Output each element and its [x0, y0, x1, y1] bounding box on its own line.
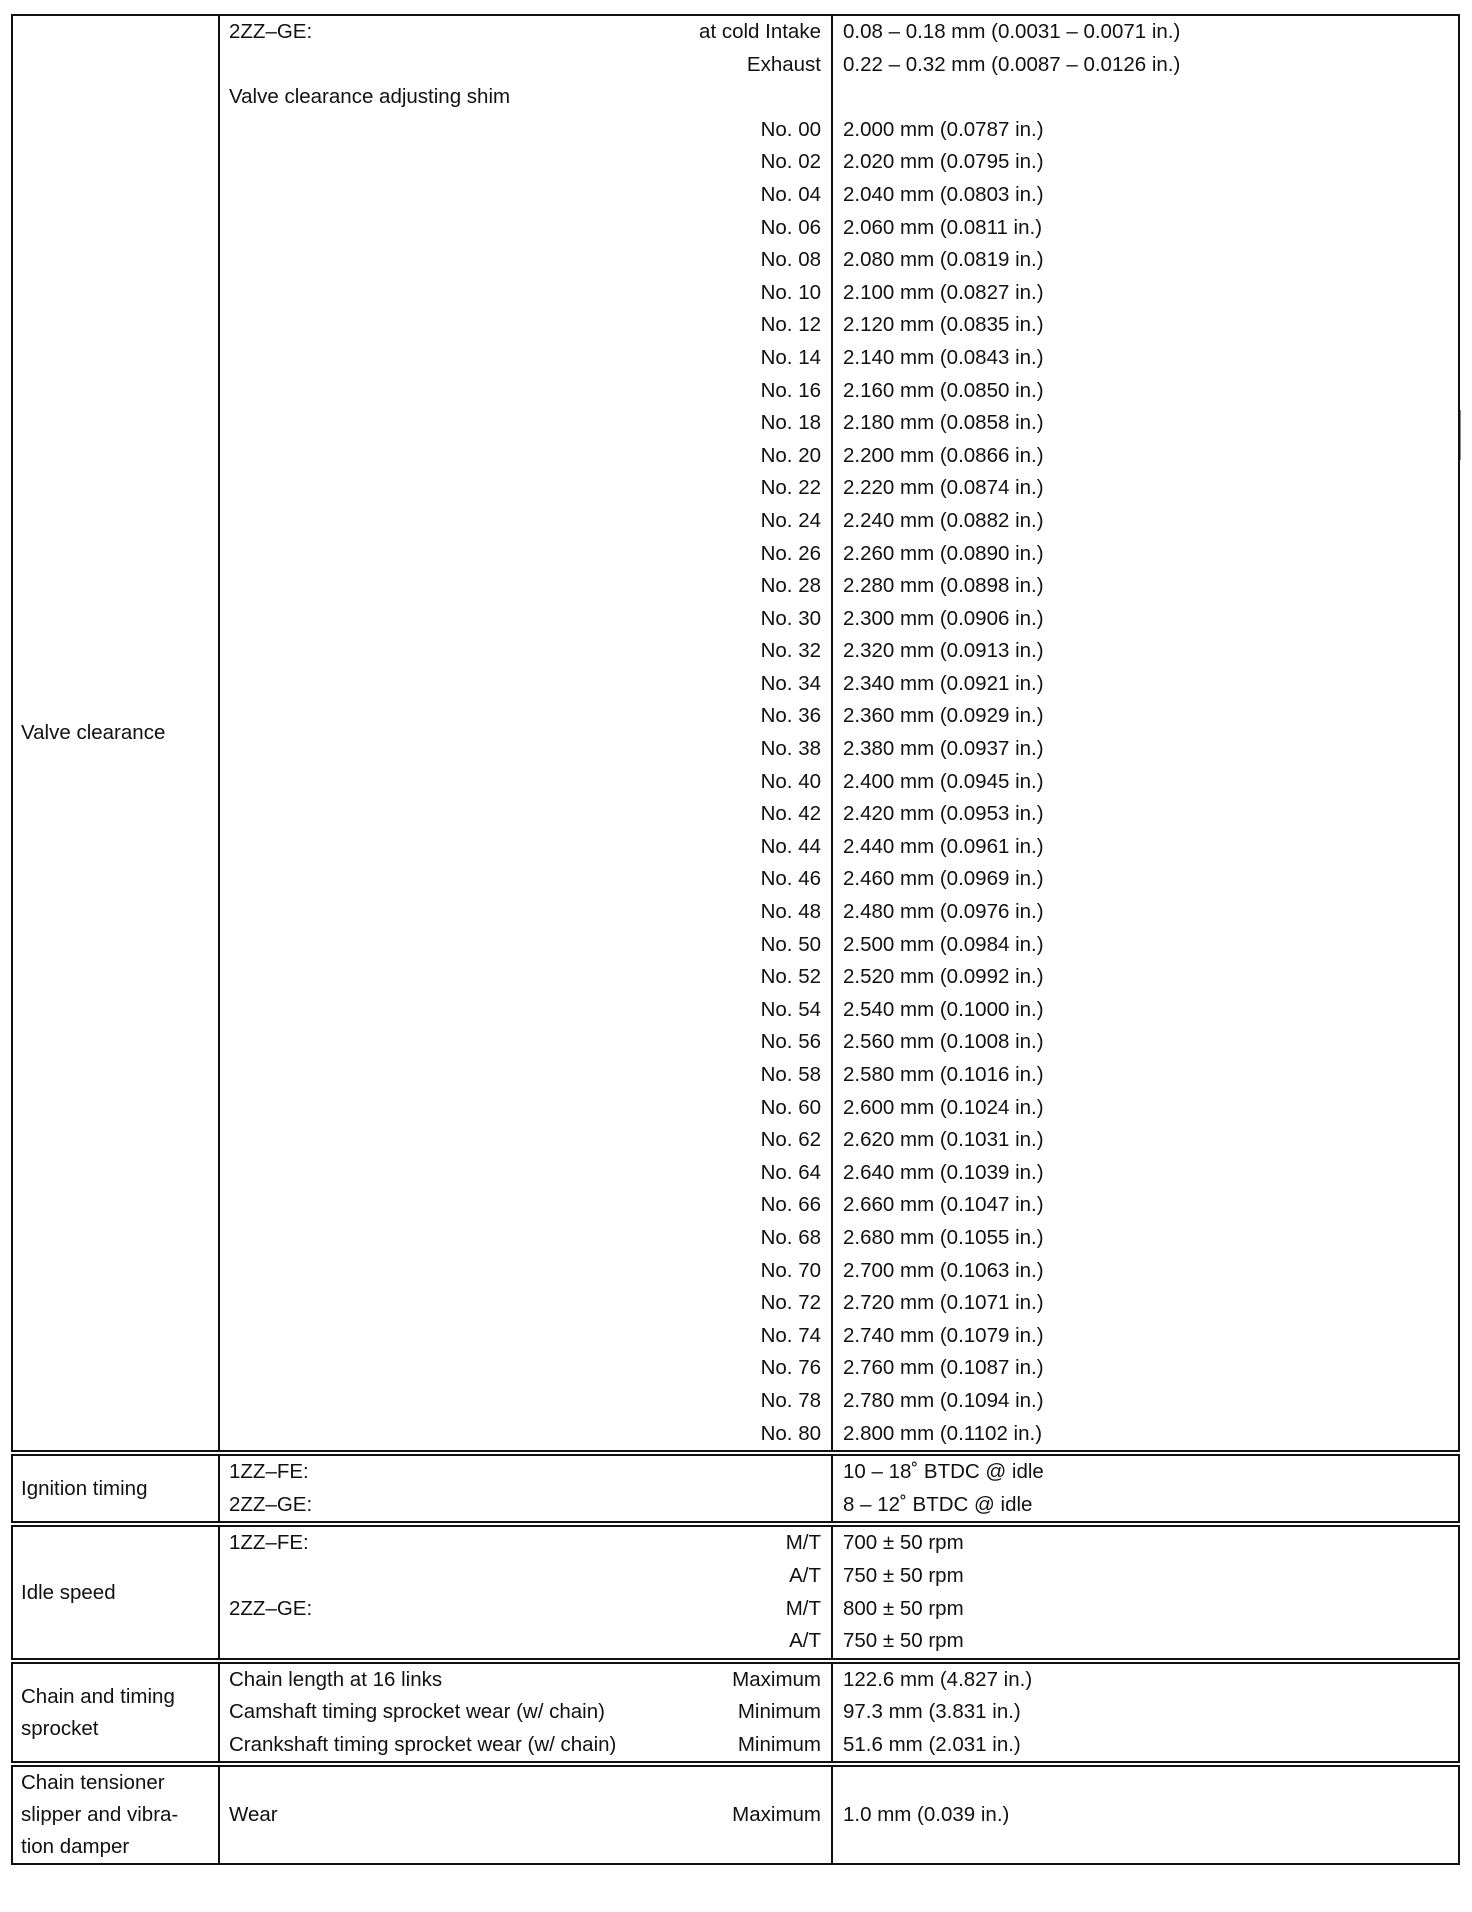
shim-row	[220, 407, 831, 440]
shim-value: 2.220 mm (0.0874 in.)	[843, 476, 1044, 500]
shim-value: 2.400 mm (0.0945 in.)	[843, 769, 1044, 793]
shim-number: No. 52	[760, 965, 821, 989]
shim-number: No. 28	[760, 574, 821, 598]
valve-clearance-section	[12, 15, 1459, 1453]
margin-mark	[1460, 410, 1461, 460]
ignition-engine: 2ZZ–GE:	[229, 1492, 313, 1516]
chain-sprocket-title-line1: Chain and timing	[21, 1684, 175, 1708]
chain-item: Crankshaft timing sprocket wear (w/ chain)	[229, 1732, 617, 1756]
shim-value: 2.200 mm (0.0866 in.)	[843, 443, 1044, 467]
shim-row	[220, 603, 831, 636]
chain-sprocket-title-line2: sprocket	[21, 1716, 99, 1740]
shim-heading-spacer	[833, 81, 1458, 114]
shim-value: 2.660 mm (0.1047 in.)	[843, 1193, 1044, 1217]
ignition-timing-label-cell	[12, 1453, 219, 1524]
shim-row	[220, 961, 831, 994]
shim-heading-row	[220, 81, 831, 114]
shim-number: No. 06	[760, 215, 821, 239]
shim-number-list	[220, 114, 831, 1450]
intake-value: 0.08 – 0.18 mm (0.0031 – 0.0071 in.)	[843, 20, 1181, 43]
shim-number: No. 70	[760, 1258, 821, 1282]
shim-row	[220, 1352, 831, 1385]
shim-row	[220, 1418, 831, 1451]
chain-row	[220, 1696, 831, 1729]
chain-value: 122.6 mm (4.827 in.)	[843, 1667, 1033, 1691]
shim-number: No. 50	[760, 932, 821, 956]
shim-row	[220, 505, 831, 538]
idle-engine: 2ZZ–GE:	[229, 1596, 313, 1620]
shim-row	[220, 114, 831, 147]
exhaust-row-label	[220, 49, 831, 82]
shim-row	[220, 146, 831, 179]
idle-value: 750 ± 50 rpm	[843, 1629, 964, 1653]
shim-number: No. 54	[760, 997, 821, 1021]
shim-row	[220, 766, 831, 799]
shim-value: 2.020 mm (0.0795 in.)	[843, 150, 1044, 174]
shim-row	[220, 1320, 831, 1353]
idle-trans: M/T	[785, 1531, 821, 1555]
tensioner-title-line2: slipper and vibra-	[21, 1803, 179, 1827]
shim-row	[220, 1026, 831, 1059]
tensioner-title-line1: Chain tensioner	[21, 1771, 165, 1795]
shim-number: No. 80	[760, 1421, 821, 1445]
shim-number: No. 78	[760, 1388, 821, 1412]
shim-number: No. 14	[760, 345, 821, 369]
chain-row	[220, 1664, 831, 1697]
idle-trans: M/T	[785, 1596, 821, 1620]
ignition-value: 10 – 18˚ BTDC @ idle	[843, 1460, 1044, 1484]
shim-row	[220, 1124, 831, 1157]
shim-row	[220, 277, 831, 310]
shim-row	[220, 1092, 831, 1125]
shim-row	[220, 179, 831, 212]
shim-number: No. 18	[760, 411, 821, 435]
shim-row	[220, 896, 831, 929]
exhaust-label: Exhaust	[746, 52, 821, 76]
shim-number: No. 38	[760, 737, 821, 761]
shim-value: 2.160 mm (0.0850 in.)	[843, 378, 1044, 402]
shim-number: No. 44	[760, 834, 821, 858]
shim-value: 2.040 mm (0.0803 in.)	[843, 182, 1044, 206]
shim-row	[220, 863, 831, 896]
shim-row	[220, 375, 831, 408]
shim-row	[220, 1222, 831, 1255]
shim-value: 2.320 mm (0.0913 in.)	[843, 639, 1044, 663]
shim-number: No. 60	[760, 1095, 821, 1119]
valve-clearance-items	[219, 15, 832, 1453]
chain-item: Camshaft timing sprocket wear (w/ chain)	[229, 1700, 605, 1724]
shim-value: 2.520 mm (0.0992 in.)	[843, 965, 1044, 989]
shim-value: 2.640 mm (0.1039 in.)	[843, 1160, 1044, 1184]
chain-value: 51.6 mm (2.031 in.)	[843, 1732, 1021, 1756]
shim-row	[220, 309, 831, 342]
shim-row	[220, 570, 831, 603]
shim-value: 2.740 mm (0.1079 in.)	[843, 1323, 1044, 1347]
shim-row	[220, 342, 831, 375]
shim-row	[220, 1059, 831, 1092]
shim-number: No. 40	[760, 769, 821, 793]
shim-value: 2.600 mm (0.1024 in.)	[843, 1095, 1044, 1119]
shim-value: 2.800 mm (0.1102 in.)	[843, 1421, 1043, 1445]
chain-sprocket-values	[832, 1661, 1459, 1765]
shim-row	[220, 668, 831, 701]
shim-number: No. 02	[760, 150, 821, 174]
shim-value: 2.260 mm (0.0890 in.)	[843, 541, 1044, 565]
shim-value: 2.100 mm (0.0827 in.)	[843, 280, 1044, 304]
chain-item: Chain length at 16 links	[229, 1667, 443, 1691]
shim-value: 2.300 mm (0.0906 in.)	[843, 606, 1044, 630]
shim-number: No. 12	[760, 313, 821, 337]
idle-speed-title: Idle speed	[21, 1580, 116, 1604]
shim-number: No. 22	[760, 476, 821, 500]
shim-value: 2.280 mm (0.0898 in.)	[843, 574, 1044, 598]
shim-value: 2.620 mm (0.1031 in.)	[843, 1128, 1044, 1152]
idle-speed-label-cell	[12, 1524, 219, 1660]
shim-row	[220, 831, 831, 864]
shim-number: No. 66	[760, 1193, 821, 1217]
shim-value: 2.680 mm (0.1055 in.)	[843, 1225, 1044, 1249]
idle-speed-items	[219, 1524, 832, 1660]
shim-value: 2.760 mm (0.1087 in.)	[843, 1356, 1044, 1380]
intake-row-label	[220, 16, 831, 49]
ignition-timing-items	[219, 1453, 832, 1524]
shim-heading: Valve clearance adjusting shim	[229, 85, 511, 109]
shim-number: No. 08	[760, 248, 821, 272]
valve-clearance-title: Valve clearance	[21, 721, 166, 745]
shim-number: No. 42	[760, 802, 821, 826]
shim-value: 2.140 mm (0.0843 in.)	[843, 345, 1044, 369]
shim-number: No. 10	[760, 280, 821, 304]
shim-value: 2.780 mm (0.1094 in.)	[843, 1388, 1044, 1412]
shim-number: No. 32	[760, 639, 821, 663]
tensioner-title-line3: tion damper	[21, 1835, 130, 1859]
idle-speed-values	[832, 1524, 1459, 1660]
shim-row	[220, 1189, 831, 1222]
shim-row	[220, 1157, 831, 1190]
chain-sprocket-section	[12, 1661, 1459, 1765]
shim-row	[220, 538, 831, 571]
intake-label: at cold Intake	[699, 20, 821, 43]
ignition-value: 8 – 12˚ BTDC @ idle	[843, 1492, 1033, 1516]
tensioner-value: 1.0 mm (0.039 in.)	[843, 1803, 1010, 1827]
shim-value: 2.000 mm (0.0787 in.)	[843, 117, 1044, 141]
shim-number: No. 04	[760, 182, 821, 206]
idle-value: 700 ± 50 rpm	[843, 1531, 964, 1555]
ignition-row	[220, 1456, 831, 1489]
shim-row	[220, 733, 831, 766]
tensioner-section	[12, 1764, 1459, 1864]
shim-number: No. 00	[760, 117, 821, 141]
chain-sprocket-label-cell	[12, 1661, 219, 1765]
engine-label: 2ZZ–GE:	[229, 20, 313, 43]
shim-value: 2.380 mm (0.0937 in.)	[843, 737, 1044, 761]
shim-value: 2.720 mm (0.1071 in.)	[843, 1291, 1044, 1315]
idle-row	[220, 1527, 831, 1560]
shim-row	[220, 700, 831, 733]
shim-value: 2.500 mm (0.0984 in.)	[843, 932, 1044, 956]
shim-number: No. 74	[760, 1323, 821, 1347]
tensioner-limit: Maximum	[732, 1803, 821, 1827]
shim-value-list	[833, 114, 1458, 1450]
shim-row	[220, 929, 831, 962]
shim-number: No. 30	[760, 606, 821, 630]
chain-value: 97.3 mm (3.831 in.)	[843, 1700, 1021, 1724]
shim-row	[220, 798, 831, 831]
tensioner-values	[832, 1764, 1459, 1864]
tensioner-label-cell	[12, 1764, 219, 1864]
idle-trans: A/T	[789, 1563, 821, 1587]
shim-value: 2.360 mm (0.0929 in.)	[843, 704, 1044, 728]
shim-value: 2.240 mm (0.0882 in.)	[843, 508, 1044, 532]
shim-value: 2.560 mm (0.1008 in.)	[843, 1030, 1044, 1054]
shim-row	[220, 1385, 831, 1418]
ignition-row	[220, 1489, 831, 1522]
tensioner-item: Wear	[229, 1803, 278, 1827]
shim-value: 2.480 mm (0.0976 in.)	[843, 900, 1044, 924]
ignition-timing-values	[832, 1453, 1459, 1524]
shim-row	[220, 1287, 831, 1320]
shim-number: No. 20	[760, 443, 821, 467]
valve-clearance-label-cell	[12, 15, 219, 1453]
ignition-timing-title: Ignition timing	[21, 1476, 148, 1500]
idle-row	[220, 1625, 831, 1658]
shim-value: 2.580 mm (0.1016 in.)	[843, 1063, 1044, 1086]
idle-value: 750 ± 50 rpm	[843, 1563, 964, 1587]
shim-value: 2.180 mm (0.0858 in.)	[843, 411, 1044, 435]
chain-limit: Maximum	[732, 1667, 821, 1691]
chain-limit: Minimum	[737, 1700, 821, 1724]
shim-number: No. 46	[760, 867, 821, 891]
shim-number: No. 76	[760, 1356, 821, 1380]
shim-number: No. 64	[760, 1160, 821, 1184]
ignition-timing-section	[12, 1453, 1459, 1524]
shim-value: 2.120 mm (0.0835 in.)	[843, 313, 1044, 337]
tensioner-items	[219, 1764, 832, 1864]
shim-value: 2.080 mm (0.0819 in.)	[843, 248, 1044, 272]
shim-number: No. 68	[760, 1225, 821, 1249]
ignition-engine: 1ZZ–FE:	[229, 1460, 309, 1484]
shim-row	[220, 212, 831, 245]
shim-row	[220, 1255, 831, 1288]
shim-number: No. 16	[760, 378, 821, 402]
shim-value: 2.700 mm (0.1063 in.)	[843, 1258, 1044, 1282]
shim-number: No. 34	[760, 671, 821, 695]
shim-row	[220, 244, 831, 277]
shim-number: No. 48	[760, 900, 821, 924]
chain-limit: Minimum	[737, 1732, 821, 1756]
shim-value: 2.420 mm (0.0953 in.)	[843, 802, 1044, 826]
tensioner-row	[220, 1799, 831, 1832]
shim-row	[220, 635, 831, 668]
shim-number: No. 62	[760, 1128, 821, 1152]
idle-trans: A/T	[789, 1629, 821, 1653]
shim-number: No. 36	[760, 704, 821, 728]
shim-value: 2.540 mm (0.1000 in.)	[843, 997, 1044, 1021]
chain-sprocket-items	[219, 1661, 832, 1765]
shim-value: 2.060 mm (0.0811 in.)	[843, 215, 1043, 239]
shim-number: No. 26	[760, 541, 821, 565]
idle-row	[220, 1593, 831, 1626]
shim-number: No. 24	[760, 508, 821, 532]
shim-row	[220, 472, 831, 505]
spec-table	[11, 14, 1460, 1865]
idle-value: 800 ± 50 rpm	[843, 1596, 964, 1620]
shim-value: 2.440 mm (0.0961 in.)	[843, 834, 1044, 858]
idle-engine: 1ZZ–FE:	[229, 1531, 309, 1555]
shim-row	[220, 440, 831, 473]
chain-row	[220, 1729, 831, 1762]
shim-value: 2.460 mm (0.0969 in.)	[843, 867, 1044, 891]
valve-clearance-values	[832, 15, 1459, 1453]
shim-number: No. 56	[760, 1030, 821, 1054]
shim-number: No. 72	[760, 1291, 821, 1315]
idle-row	[220, 1560, 831, 1593]
idle-speed-section	[12, 1524, 1459, 1660]
exhaust-value: 0.22 – 0.32 mm (0.0087 – 0.0126 in.)	[843, 52, 1181, 76]
shim-value: 2.340 mm (0.0921 in.)	[843, 671, 1044, 695]
shim-row	[220, 994, 831, 1027]
shim-number: No. 58	[760, 1063, 821, 1086]
